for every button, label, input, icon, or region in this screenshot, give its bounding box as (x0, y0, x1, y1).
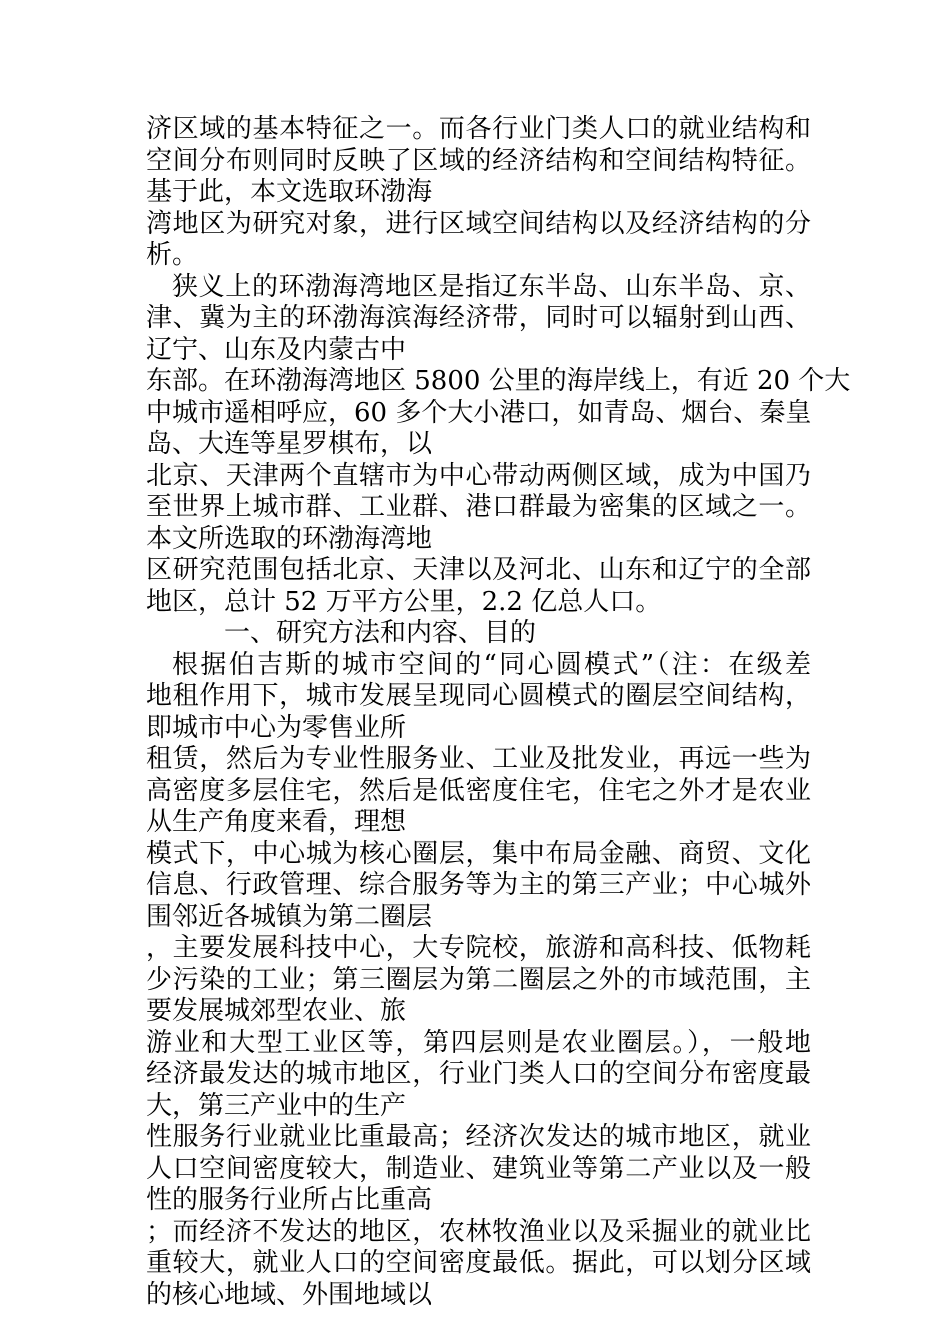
paragraph-text (146, 114, 851, 1311)
text-line: 游业和大型工业区等，第四层则是农业圈层。），一般地 (146, 1027, 811, 1058)
text-line: 基于此，本文选取环渤海 (146, 177, 433, 207)
text-line: 人口空间密度较大，制造业、建筑业等第二产业以及一般 (146, 1153, 811, 1184)
text-line: 至世界上城市群、工业群、港口群最为密集的区域之一。 (146, 492, 811, 522)
text-line: 的核心地域、外围地域以 (146, 1279, 433, 1310)
text-line: 北京、天津两个直辖市为中心带动两侧区域，成为中国乃 (146, 460, 811, 491)
text-line: 空间分布则同时反映了区域的经济结构和空间结构特征。 (146, 145, 811, 176)
text-line: 即城市中心为零售业所 (146, 712, 407, 743)
text-line: 津、冀为主的环渤海滨海经济带，同时可以辐射到山西、 (146, 303, 811, 333)
text-line: 模式下，中心城为核心圈层，集中布局金融、商贸、文化 (146, 838, 811, 869)
text-line: 地区，总计 52 万平方公里，2.2 亿总人口。 (146, 586, 662, 617)
text-line: 本文所选取的环渤海湾地 (146, 523, 433, 554)
text-line: 中城市遥相呼应，60 多个大小港口，如青岛、烟台、秦皇 (146, 397, 812, 428)
text-line: 信息、行政管理、综合服务等为主的第三产业；中心城外 (146, 870, 811, 900)
text-line: 湾地区为研究对象，进行区域空间结构以及经济结构的分 (146, 208, 811, 239)
text-line: 性服务行业就业比重最高；经济次发达的城市地区，就业 (146, 1122, 811, 1152)
section-heading: 一、研究方法和内容、目的 (224, 618, 537, 648)
text-line: 济区域的基本特征之一。而各行业门类人口的就业结构和 (146, 114, 811, 144)
text-line: 围邻近各城镇为第二圈层 (146, 901, 433, 932)
document-body (146, 114, 851, 1311)
text-line: ，主要发展科技中心，大专院校，旅游和高科技、低物耗 (146, 933, 811, 963)
text-line: 狭义上的环渤海湾地区是指辽东半岛、山东半岛、京、 (172, 271, 811, 302)
text-line: 少污染的工业；第三圈层为第二圈层之外的市域范围，主 (146, 964, 811, 995)
text-line: 东部。在环渤海湾地区 5800 公里的海岸线上，有近 20 个大 (146, 366, 851, 396)
text-line: ；而经济不发达的地区，农林牧渔业以及采掘业的就业比 (146, 1216, 811, 1247)
text-line: 地租作用下，城市发展呈现同心圆模式的圈层空间结构， (146, 681, 811, 711)
text-line: 高密度多层住宅，然后是低密度住宅，住宅之外才是农业 (146, 775, 811, 806)
text-line: 经济最发达的城市地区，行业门类人口的空间分布密度最 (146, 1059, 811, 1089)
text-line: 辽宁、山东及内蒙古中 (146, 334, 407, 365)
text-line: 性的服务行业所占比重高 (146, 1185, 433, 1215)
text-line: 从生产角度来看，理想 (146, 807, 407, 837)
text-line: 租赁，然后为专业性服务业、工业及批发业，再远一些为 (146, 744, 811, 774)
text-line: 大，第三产业中的生产 (146, 1090, 407, 1121)
text-line: 区研究范围包括北京、天津以及河北、山东和辽宁的全部 (146, 555, 811, 585)
text-line: 根据伯吉斯的城市空间的“同心圆模式”（注：在级差 (172, 649, 811, 680)
text-line: 析。 (146, 240, 199, 270)
text-line: 岛、大连等星罗棋布，以 (146, 429, 433, 459)
text-line: 要发展城郊型农业、旅 (146, 996, 407, 1026)
text-line: 重较大，就业人口的空间密度最低。据此，可以划分区域 (146, 1248, 811, 1278)
